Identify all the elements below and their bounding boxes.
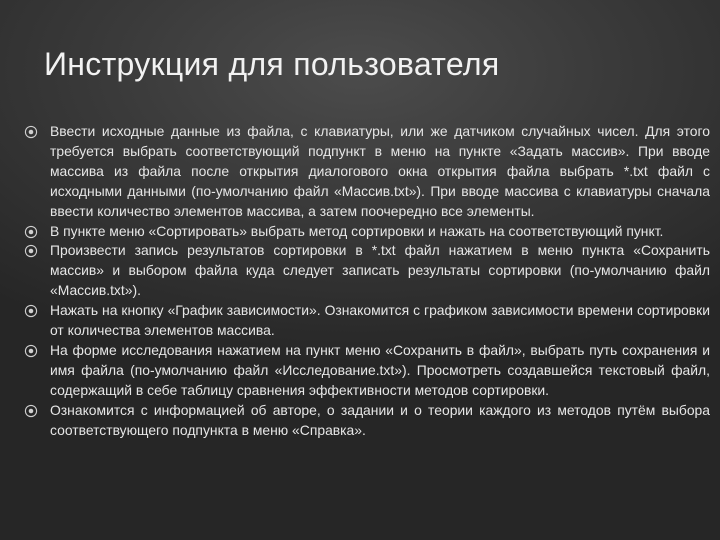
circled-dot-icon [24, 404, 38, 418]
instruction-text: Ввести исходные данные из файла, с клавиатуры, или же датчиком случайных чисел. Для этого требуется выбрать соответствующий подпункт в меню на пункте «Задать массив». При вводе массива из файла после открытия диалогового окна открытия файла выбрать *.txt файл с исходными данными (по-умолчанию файл «Массив.txt»). При вводе массива с клавиатуры сначала ввести количество элементов массива, а затем поочередно все элементы. [50, 123, 710, 219]
instruction-item [20, 241, 710, 301]
instruction-item [20, 222, 710, 242]
slide-title: Инструкция для пользователя [44, 46, 500, 82]
circled-dot-icon [24, 344, 38, 358]
instruction-list [20, 122, 710, 441]
instruction-item [20, 122, 710, 222]
instruction-item [20, 341, 710, 401]
circled-dot-icon [24, 225, 38, 239]
instruction-text: Ознакомится с информацией об авторе, о задании и о теории каждого из методов путём выбора соответствующего подпункта в меню «Справка». [50, 401, 710, 438]
instruction-text: На форме исследования нажатием на пункт меню «Сохранить в файл», выбрать путь сохранения и имя файла (по-умолчанию файл «Исследование.txt»). Просмотреть создавшейся текстовый файл, содержащий в себе таблицу сравнения эффективности методов сортировки. [50, 341, 710, 398]
instruction-text: В пункте меню «Сортировать» выбрать метод сортировки и нажать на соответствующий пункт. [50, 222, 664, 239]
instruction-item [20, 301, 710, 341]
instruction-item [20, 401, 710, 441]
circled-dot-icon [24, 125, 38, 139]
instruction-text: Нажать на кнопку «График зависимости». Ознакомится с графиком зависимости времени сортировки от количества элементов массива. [50, 302, 710, 339]
circled-dot-icon [24, 304, 38, 318]
instruction-text: Произвести запись результатов сортировки в *.txt файл нажатием в меню пункта «Сохранить массив» и выбором файла куда следует записать результаты сортировки (по-умолчанию файл «Массив.txt»). [50, 242, 710, 299]
circled-dot-icon [24, 244, 38, 258]
